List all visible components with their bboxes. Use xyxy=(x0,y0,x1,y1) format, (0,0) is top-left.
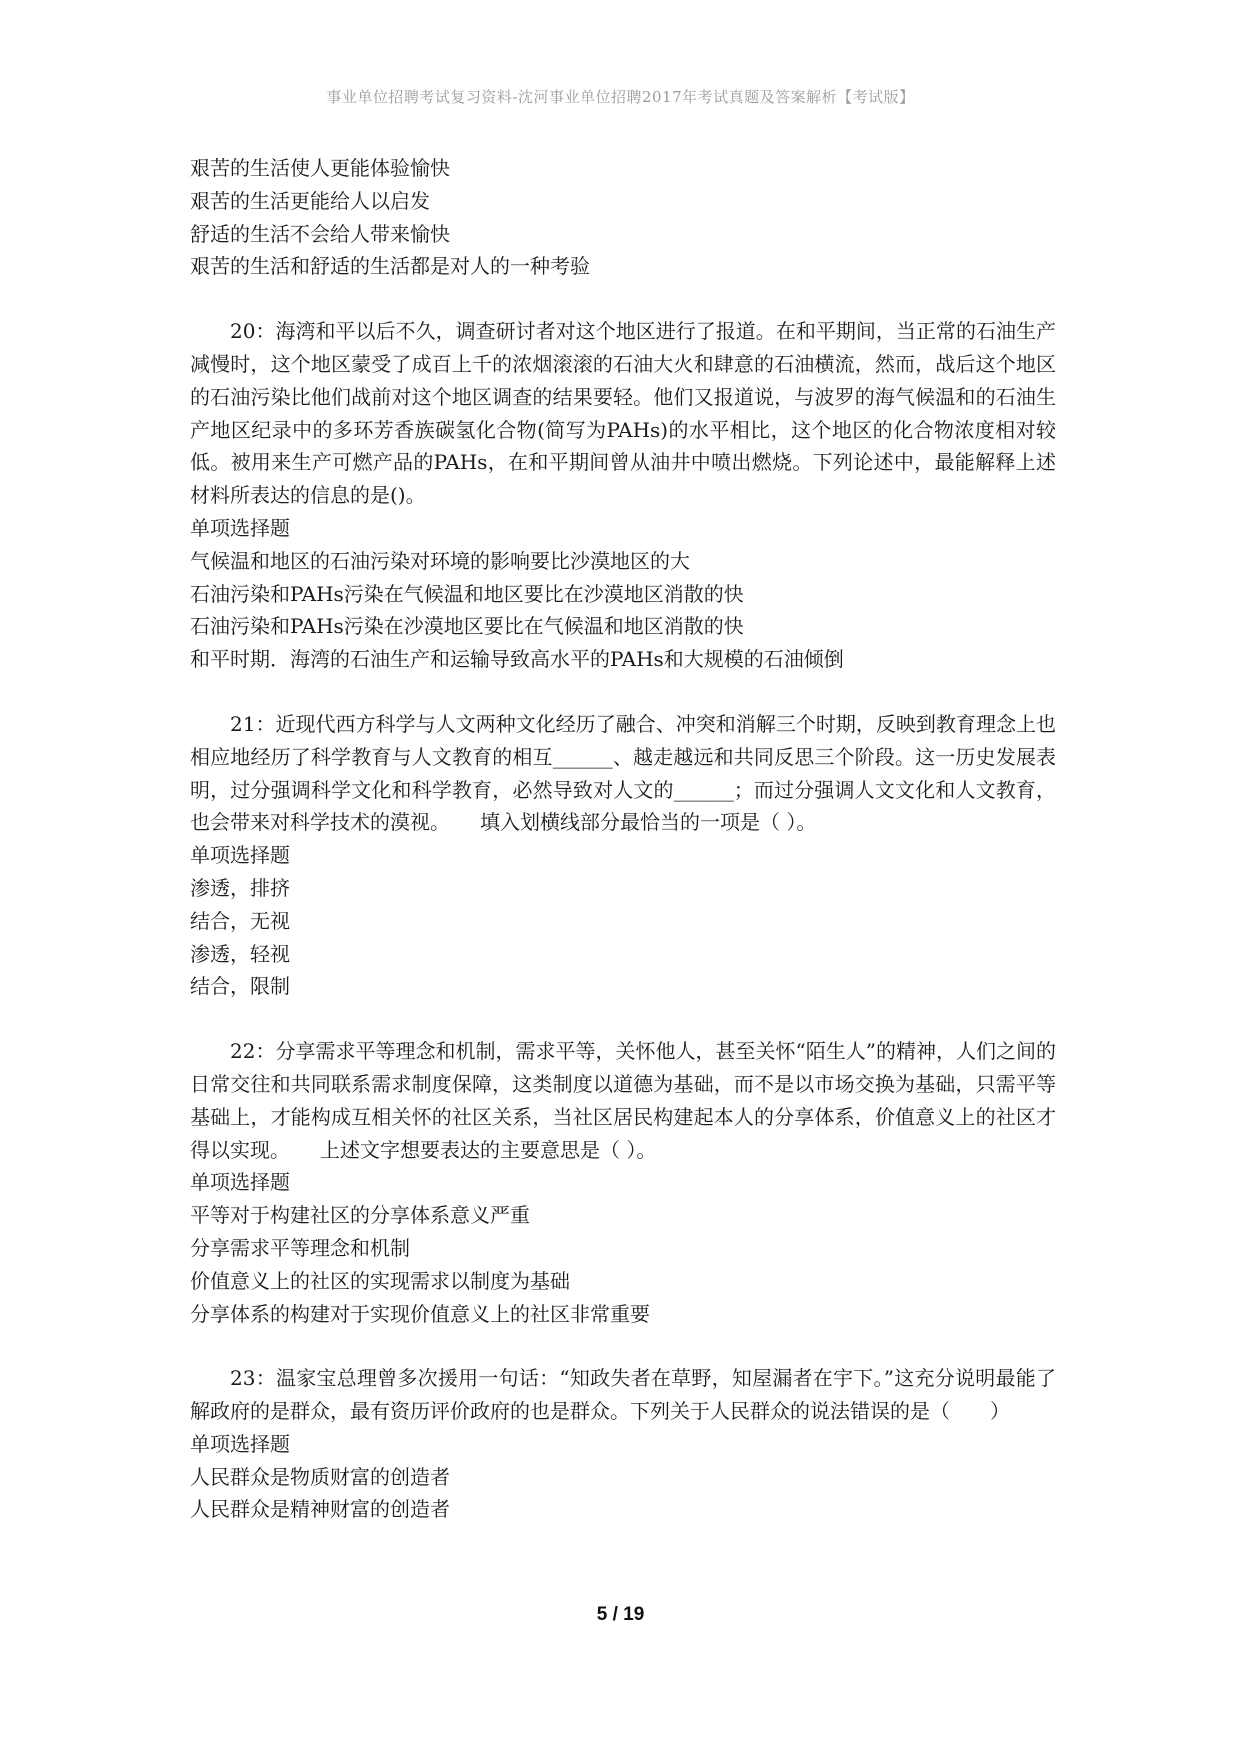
previous-question-options xyxy=(190,152,1056,283)
question-type: 单项选择题 xyxy=(190,1431,290,1456)
page-header: 事业单位招聘考试复习资料-沈河事业单位招聘2017年考试真题及答案解析【考试版】 xyxy=(326,88,915,106)
document-body xyxy=(190,152,1056,1526)
option-text: 和平时期．海湾的石油生产和运输导致高水平的PAHs和大规模的石油倾倒 xyxy=(190,647,844,672)
option-text: 价值意义上的社区的实现需求以制度为基础 xyxy=(190,1268,570,1293)
option-text: 分享需求平等理念和机制 xyxy=(190,1235,410,1260)
option-text: 渗透，排挤 xyxy=(190,875,290,900)
option-text: 石油污染和PAHs污染在沙漠地区要比在气候温和地区消散的快 xyxy=(190,614,744,639)
question-23 xyxy=(190,1362,1056,1526)
option-text: 人民群众是精神财富的创造者 xyxy=(190,1497,450,1522)
option-text: 气候温和地区的石油污染对环境的影响要比沙漠地区的大 xyxy=(190,548,690,573)
question-type: 单项选择题 xyxy=(190,1170,290,1195)
question-stem: 22：分享需求平等理念和机制，需求平等，关怀他人，甚至关怀“陌生人”的精神，人们之间的日常交往和共同联系需求制度保障，这类制度以道德为基础，而不是以市场交换为基础，只需平等基础上，才能构成互相关怀的社区关系，当社区居民构建起本人的分享体系，价值意义上的社区才得以实现。 上述文字想要表达的主要意思是（ ）。 xyxy=(190,1039,1056,1162)
question-20 xyxy=(190,315,1056,676)
option-text: 石油污染和PAHs污染在气候温和地区要比在沙漠地区消散的快 xyxy=(190,581,744,606)
question-21 xyxy=(190,708,1056,1003)
question-stem: 20：海湾和平以后不久，调查研讨者对这个地区进行了报道。在和平期间，当正常的石油生产减慢时，这个地区蒙受了成百上千的浓烟滚滚的石油大火和肆意的石油横流，然而，战后这个地区的石油污染比他们战前对这个地区调查的结果要轻。他们又报道说，与波罗的海气候温和的石油生产地区纪录中的多环芳香族碳氢化合物(简写为PAHs)的水平相比，这个地区的化合物浓度相对较低。被用来生产可燃产品的PAHs，在和平期间曾从油井中喷出燃烧。下列论述中，最能解释上述材料所表达的信息的是()。 xyxy=(190,319,1056,508)
option-text: 分享体系的构建对于实现价值意义上的社区非常重要 xyxy=(190,1301,650,1326)
question-22 xyxy=(190,1035,1056,1330)
option-text: 艰苦的生活和舒适的生活都是对人的一种考验 xyxy=(190,254,590,279)
question-type: 单项选择题 xyxy=(190,843,290,868)
option-text: 艰苦的生活更能给人以启发 xyxy=(190,188,430,213)
option-text: 结合，无视 xyxy=(190,908,290,933)
question-type: 单项选择题 xyxy=(190,515,290,540)
option-text: 舒适的生活不会给人带来愉快 xyxy=(190,221,450,246)
option-text: 结合，限制 xyxy=(190,974,290,999)
option-text: 渗透，轻视 xyxy=(190,941,290,966)
option-text: 人民群众是物质财富的创造者 xyxy=(190,1464,450,1489)
option-text: 平等对于构建社区的分享体系意义严重 xyxy=(190,1203,530,1228)
question-stem: 21：近现代西方科学与人文两种文化经历了融合、冲突和消解三个时期，反映到教育理念上也相应地经历了科学教育与人文教育的相互______、越走越远和共同反思三个阶段。这一历史发展表明，过分强调科学文化和科学教育，必然导致对人文的______；而过分强调人文文化和人文教育，也会带来对科学技术的漠视。 填入划横线部分最恰当的一项是（ ）。 xyxy=(190,711,1056,835)
question-stem: 23：温家宝总理曾多次援用一句话：“知政失者在草野，知屋漏者在宇下。”这充分说明最能了解政府的是群众，最有资历评价政府的也是群众。下列关于人民群众的说法错误的是（ ） xyxy=(190,1366,1056,1424)
option-text: 艰苦的生活使人更能体验愉快 xyxy=(190,156,450,180)
page-number: 5 / 19 xyxy=(596,1604,645,1625)
